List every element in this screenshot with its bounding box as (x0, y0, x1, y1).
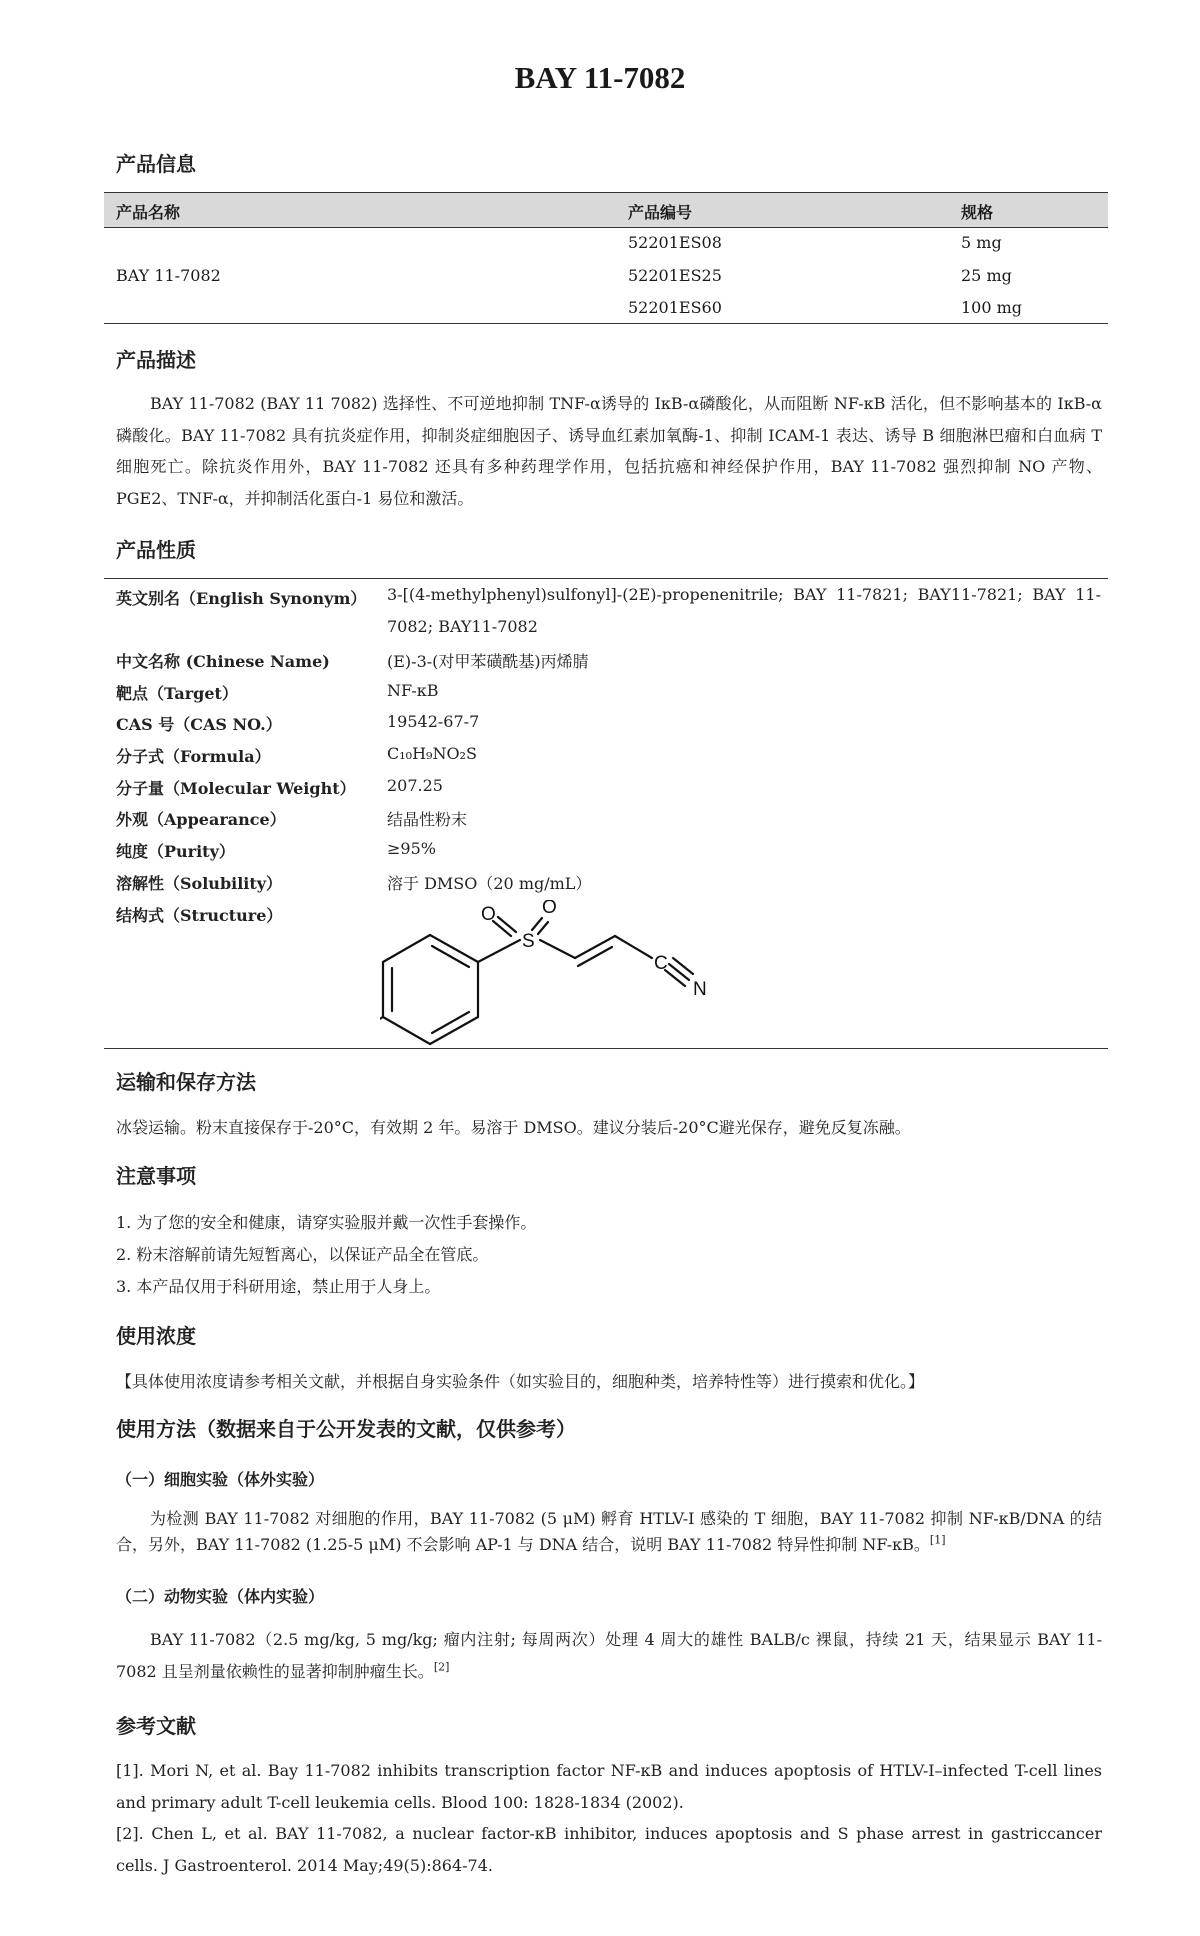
citation-ref: [1] (929, 1533, 946, 1547)
methods-heading: 使用方法（数据来自于公开发表的文献，仅供参考） (116, 1417, 576, 1441)
prop-label-solubility: 溶解性（Solubility） (116, 874, 283, 893)
product-code-cell: 52201ES08 (628, 233, 722, 252)
prop-label-synonym: 英文别名（English Synonym） (116, 589, 367, 608)
table-header (104, 192, 1108, 228)
prop-label-appearance: 外观（Appearance） (116, 810, 286, 829)
reference-item: [2]. Chen L, et al. BAY 11-7082, a nuclear factor-κB inhibitor, induces apoptosis and S phase arrest in gastriccancer cells. J Gastroenterol. 2014 May;49(5):864-74. (116, 1824, 1102, 1875)
sulfur-atom-label: S (522, 931, 535, 952)
prop-label-cas: CAS 号（CAS NO.） (116, 715, 282, 734)
chemical-structure-diagram (380, 900, 740, 1050)
prop-value-cas: 19542-67-7 (387, 712, 480, 731)
citation-ref: [2] (433, 1660, 450, 1674)
concentration-heading: 使用浓度 (116, 1324, 196, 1348)
prop-label-structure: 结构式（Structure） (116, 906, 283, 925)
prop-label-purity: 纯度（Purity） (116, 842, 235, 861)
column-header-name: 产品名称 (116, 203, 181, 222)
animal-experiment-text (116, 1624, 1102, 1688)
note-item: 1. 为了您的安全和健康，请穿实验服并戴一次性手套操作。 (116, 1213, 537, 1232)
column-header-size: 规格 (961, 203, 994, 222)
product-info-heading: 产品信息 (116, 152, 196, 176)
note-item: 2. 粉末溶解前请先短暂离心，以保证产品全在管底。 (116, 1245, 489, 1264)
product-size-cell: 100 mg (961, 298, 1023, 317)
product-code-cell: 52201ES25 (628, 266, 722, 285)
cell-experiment-body: 为检测 BAY 11-7082 对细胞的作用，BAY 11-7082 (5 μM) 孵育 HTLV-I 感染的 T 细胞，BAY 11-7082 抑制 NF-κB/DNA 的结合，另外，BAY 11-7082 (1.25-5 μM) 不会影响 AP-1 与 DNA 结合，说明 BAY 11-7082 特异性抑制 NF-κB。 (116, 1509, 1102, 1554)
prop-label-chinese-name: 中文名称 (Chinese Name) (116, 652, 330, 671)
prop-value-synonym: 3-[(4-methylphenyl)sulfonyl]-(2E)-propenenitrile; BAY 11-7821; BAY11-7821; BAY 11-7082; BAY11-7082 (387, 585, 1101, 636)
storage-heading: 运输和保存方法 (116, 1070, 256, 1094)
note-item: 3. 本产品仅用于科研用途，禁止用于人身上。 (116, 1277, 441, 1296)
properties-bottom-rule (104, 1048, 1108, 1049)
prop-value-target: NF-κB (387, 681, 439, 700)
oxygen-atom-label: O (481, 904, 496, 925)
nitrogen-atom-label: N (693, 979, 707, 1000)
product-size-cell: 25 mg (961, 266, 1012, 285)
storage-text: 冰袋运输。粉末直接保存于-20°C，有效期 2 年。易溶于 DMSO。建议分装后-20°C避光保存，避免反复冻融。 (116, 1118, 911, 1137)
prop-label-molecular-weight: 分子量（Molecular Weight） (116, 779, 356, 798)
cell-experiment-heading: （一）细胞实验（体外实验） (116, 1470, 325, 1489)
product-code-cell: 52201ES60 (628, 298, 722, 317)
prop-label-formula: 分子式（Formula） (116, 747, 271, 766)
description-text: BAY 11-7082 (BAY 11 7082) 选择性、不可逆地抑制 TNF-α诱导的 IκB-α磷酸化，从而阻断 NF-κB 活化，但不影响基本的 IκB-α磷酸化。BAY 11-7082 具有抗炎症作用，抑制炎症细胞因子、诱导血红素加氧酶-1、抑制 ICAM-1 表达、诱导 B 细胞淋巴瘤和白血病 T 细胞死亡。除抗炎作用外，BAY 11-7082 还具有多种药理学作用，包括抗癌和神经保护作用，BAY 11-7082 强烈抑制 NO 产物、PGE2、TNF-α，并抑制活化蛋白-1 易位和激活。 (116, 394, 1102, 508)
concentration-text: 【具体使用浓度请参考相关文献，并根据自身实验条件（如实验目的，细胞种类，培养特性等）进行摸索和优化。】 (116, 1372, 925, 1391)
product-name-cell: BAY 11-7082 (116, 266, 221, 285)
document-title: BAY 11-7082 (514, 60, 686, 95)
prop-value-molecular-weight: 207.25 (387, 776, 443, 795)
product-size-cell: 5 mg (961, 233, 1002, 252)
prop-label-target: 靶点（Target） (116, 684, 238, 703)
references-heading: 参考文献 (116, 1714, 196, 1738)
notes-heading: 注意事项 (116, 1164, 196, 1188)
oxygen-atom-label: O (542, 900, 557, 918)
table-bottom-rule (104, 323, 1108, 324)
animal-experiment-heading: （二）动物实验（体内实验） (116, 1587, 325, 1606)
properties-heading: 产品性质 (116, 538, 196, 562)
animal-experiment-body: BAY 11-7082（2.5 mg/kg, 5 mg/kg; 瘤内注射; 每周两次）处理 4 周大的雄性 BALB/c 裸鼠，持续 21 天，结果显示 BAY 11-7082 且呈剂量依赖性的显著抑制肿瘤生长。 (116, 1630, 1102, 1681)
prop-value-purity: ≥95% (387, 839, 436, 858)
carbon-atom-label: C (654, 953, 668, 974)
reference-item: [1]. Mori N, et al. Bay 11-7082 inhibits transcription factor NF-κB and induces apoptosis of HTLV-I–infected T-cell lines and primary adult T-cell leukemia cells. Blood 100: 1828-1834 (2002). (116, 1761, 1102, 1812)
description-heading: 产品描述 (116, 348, 196, 372)
prop-value-appearance: 结晶性粉末 (387, 810, 468, 829)
prop-value-solubility: 溶于 DMSO（20 mg/mL） (387, 874, 592, 893)
prop-value-formula: C₁₀H₉NO₂S (387, 744, 477, 763)
column-header-code: 产品编号 (628, 203, 693, 222)
prop-value-chinese-name: (E)-3-(对甲苯磺酰基)丙烯腈 (387, 652, 589, 671)
cell-experiment-text (116, 1506, 1102, 1558)
